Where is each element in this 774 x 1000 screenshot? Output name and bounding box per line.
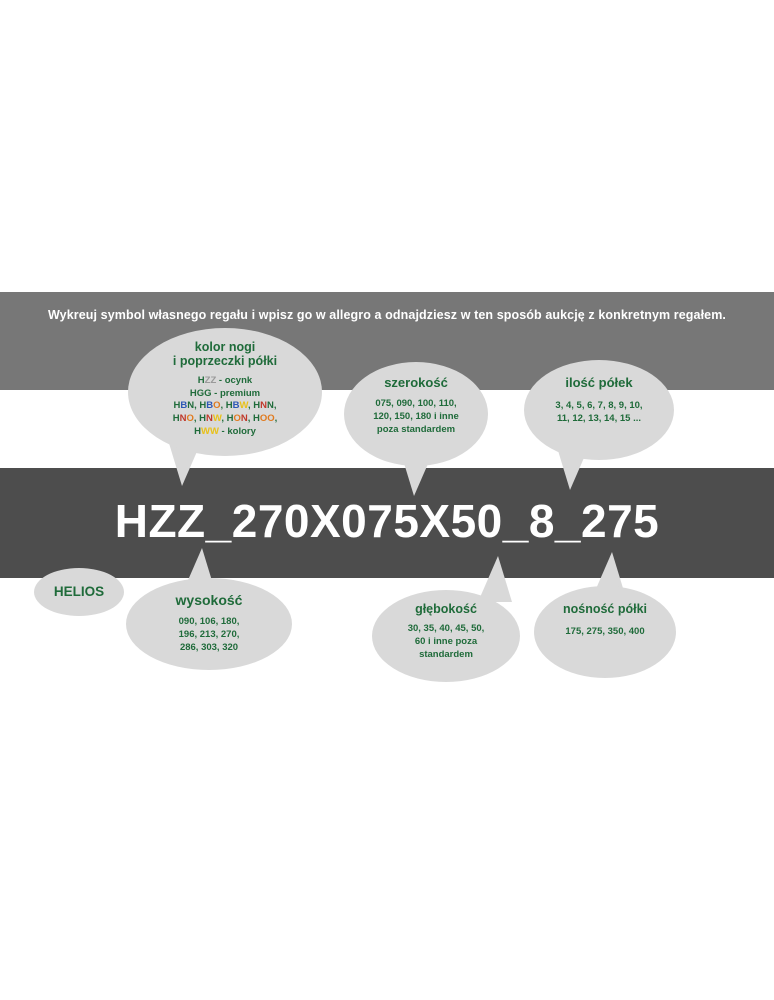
bubble-kolor-nogi-title-line1: kolor nogi (194, 340, 256, 354)
bubble-tail-glebokosc (478, 556, 512, 602)
bubble-szerokosc-line-1: 075, 090, 100, 110, (375, 397, 457, 409)
bubble-wysokosc-line-2: 196, 213, 270, (178, 628, 240, 640)
bubble-wysokosc-line-3: 286, 303, 320 (179, 641, 239, 653)
bubble-kolor-nogi-line-2: HGG - premium (189, 387, 261, 399)
bubble-szerokosc-line-3: poza standardem (376, 423, 456, 435)
bubble-brand-helios (34, 568, 124, 616)
brand-label: HELIOS (53, 584, 105, 600)
bubble-kolor-nogi-title-line2: i poprzeczki półki (172, 354, 278, 369)
bubble-kolor-nogi-line-1: HZZ - ocynk (197, 374, 253, 386)
bubble-nosnosc-polki (534, 586, 676, 678)
bubble-glebokosc-title: głębokość (415, 602, 477, 616)
bubble-ilosc-polek-title: ilość półek (565, 375, 633, 390)
bubble-wysokosc (126, 578, 292, 670)
bubble-nosnosc-polki-line-1: 175, 275, 350, 400 (565, 626, 645, 638)
bubble-kolor-nogi (128, 328, 322, 456)
bubble-glebokosc-line-1: 30, 35, 40, 45, 50, (407, 623, 485, 635)
bubble-nosnosc-polki-title: nośność półki (562, 602, 648, 616)
bubble-glebokosc-line-3: standardem (419, 649, 473, 660)
bubble-glebokosc (372, 590, 520, 682)
bubble-ilosc-polek (524, 360, 674, 460)
bubble-glebokosc-line-2: 60 i inne poza (414, 636, 478, 648)
bubble-szerokosc (344, 362, 488, 466)
bubble-szerokosc-line-2: 120, 150, 180 i inne (373, 410, 459, 422)
bubble-kolor-nogi-line-4: HNO, HNW, HON, HOO, (172, 413, 278, 425)
product-code: HZZ_270X075X50_8_275 (114, 495, 660, 547)
bubble-kolor-nogi-line-3: HBN, HBO, HBW, HNN, (173, 400, 277, 412)
bubble-wysokosc-title: wysokość (175, 592, 243, 608)
bubble-kolor-nogi-line-5: HWW - kolory (194, 426, 256, 437)
bubble-wysokosc-line-1: 090, 106, 180, (178, 616, 240, 628)
bubble-szerokosc-title: szerokość (384, 375, 448, 390)
bubble-ilosc-polek-line-1: 3, 4, 5, 6, 7, 8, 9, 10, (555, 399, 643, 411)
instruction-text: Wykreuj symbol własnego regału i wpisz go w allegro a odnajdziesz w ten sposób aukcję z konkretnym regałem. (47, 308, 726, 322)
bubble-ilosc-polek-line-2: 11, 12, 13, 14, 15 ... (557, 412, 641, 424)
